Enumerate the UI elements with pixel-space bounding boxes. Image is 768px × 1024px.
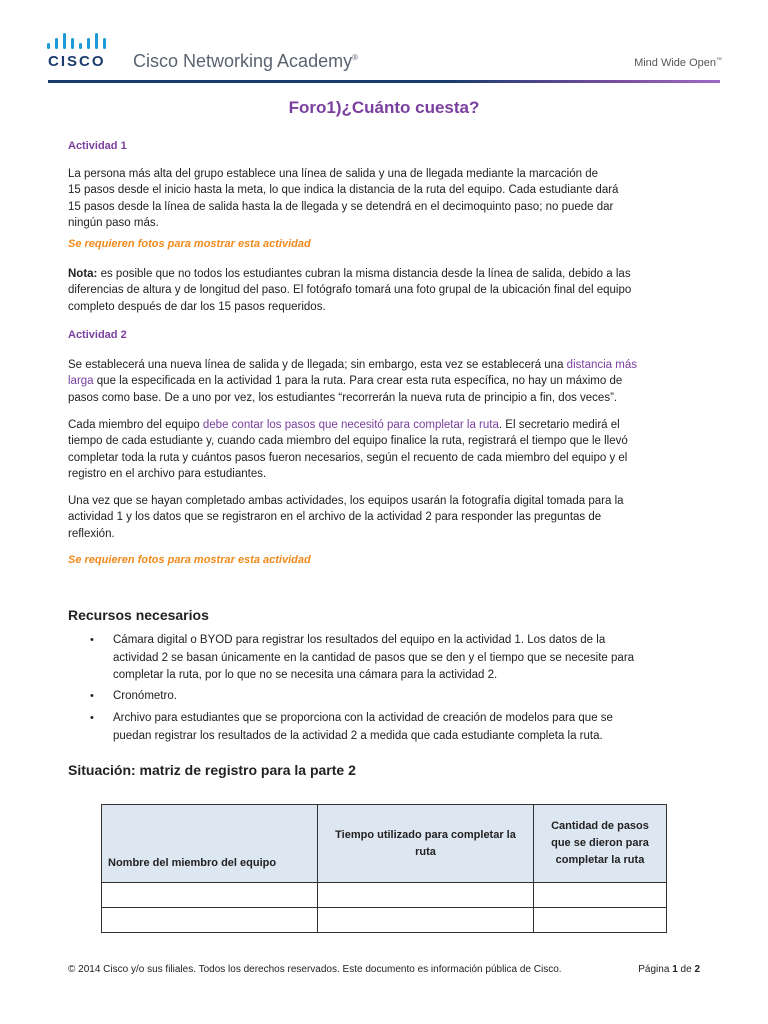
situation-heading: Situación: matriz de registro para la parte 2 — [68, 762, 356, 778]
cisco-wordmark: CISCO — [48, 53, 106, 70]
page-header — [0, 0, 768, 90]
table-cell[interactable] — [534, 883, 667, 908]
table-row — [102, 908, 667, 933]
activity1-label: Actividad 1 — [68, 140, 127, 152]
table-cell[interactable] — [534, 908, 667, 933]
table-cell[interactable] — [318, 908, 534, 933]
bullet-icon: • — [90, 634, 94, 646]
column-header: Cantidad de pasos que se dieron para completar la ruta — [534, 805, 667, 883]
footer-copyright: © 2014 Cisco y/o sus filiales. Todos los derechos reservados. Este documento es información pública de Cisco. — [68, 964, 562, 975]
column-header: Tiempo utilizado para completar la ruta — [318, 805, 534, 883]
tagline: Mind Wide Open™ — [634, 57, 722, 69]
table-cell[interactable] — [102, 883, 318, 908]
header-rule — [48, 80, 720, 83]
cisco-logo-bars — [47, 31, 111, 51]
list-item: • Cronómetro. — [113, 688, 703, 706]
bullet-icon: • — [90, 712, 94, 724]
table-row — [102, 883, 667, 908]
column-header: Nombre del miembro del equipo — [102, 805, 318, 883]
table-cell[interactable] — [318, 883, 534, 908]
activity2-paragraph-2: Cada miembro del equipo debe contar los pasos que necesitó para completar la ruta. El secretario medirá el tiempo de cada estudiante y, cuando cada miembro del equipo finalice la ruta, registrará el tiempo que le llevó completar toda la ruta y cuántos pasos fueron necesarios, según el recuento de cada miembro del equipo y el registro en el archivo para estudiantes. — [68, 419, 628, 480]
photo-note-2: Se requieren fotos para mostrar esta actividad — [68, 554, 311, 566]
activity2-paragraph-3: Una vez que se hayan completado ambas actividades, los equipos usarán la fotografía digital tomada para la actividad 1 y los datos que se registraron en el archivo de la actividad 2 para responder las preguntas de reflexión. — [68, 495, 624, 540]
page-title: Foro1)¿Cuánto cuesta? — [288, 98, 480, 117]
page-number: Página 1 de 2 — [638, 964, 700, 975]
activity2-paragraph-1: Se establecerá una nueva línea de salida y de llegada; sin embargo, esta vez se establecerá una distancia más larga que la especificada en la actividad 1 para la ruta. Para crear esta ruta específica, no hay un máximo de pasos como base. De a uno por vez, los estudiantes “recorrerán la nueva ruta de principio a fin, dos veces”. — [68, 359, 637, 404]
note-paragraph: Nota: es posible que no todos los estudiantes cubran la misma distancia desde la línea de salida, debido a las diferencias de altura y de longitud del paso. El fotógrafo tomará una foto grupal de la ubicación final del equipo completo después de dar los 15 pasos requeridos. — [68, 268, 632, 313]
activity2-label: Actividad 2 — [68, 329, 127, 341]
list-item: • Cámara digital o BYOD para registrar los resultados del equipo en la actividad 1. Los datos de la actividad 2 se basan únicamente en la cantidad de pasos que se den y el tiempo que se necesite para completar la ruta, por lo que no se necesita una cámara para la actividad 2. — [90, 634, 635, 681]
resources-heading: Recursos necesarios — [68, 607, 209, 623]
bullet-icon: • — [90, 690, 94, 702]
table-cell[interactable] — [102, 908, 318, 933]
academy-title: Cisco Networking Academy® — [133, 51, 358, 71]
list-item: • Archivo para estudiantes que se proporciona con la actividad de creación de modelos para que se puedan registrar los resultados de la actividad 2 a medida que cada estudiante completa la ruta. — [90, 712, 613, 742]
photo-note-1: Se requieren fotos para mostrar esta actividad — [68, 238, 311, 250]
recording-matrix-table — [101, 804, 667, 933]
table-header-row — [102, 805, 667, 883]
activity1-paragraph: La persona más alta del grupo establece una línea de salida y una de llegada mediante la marcación de 15 pasos desde el inicio hasta la meta, lo que indica la distancia de la ruta del equipo. Cada estudiante dará 15 pasos desde la línea de salida hasta la de llegada y se detendrá en el decimoquinto paso; no puede dar ningún paso más. — [68, 168, 619, 229]
